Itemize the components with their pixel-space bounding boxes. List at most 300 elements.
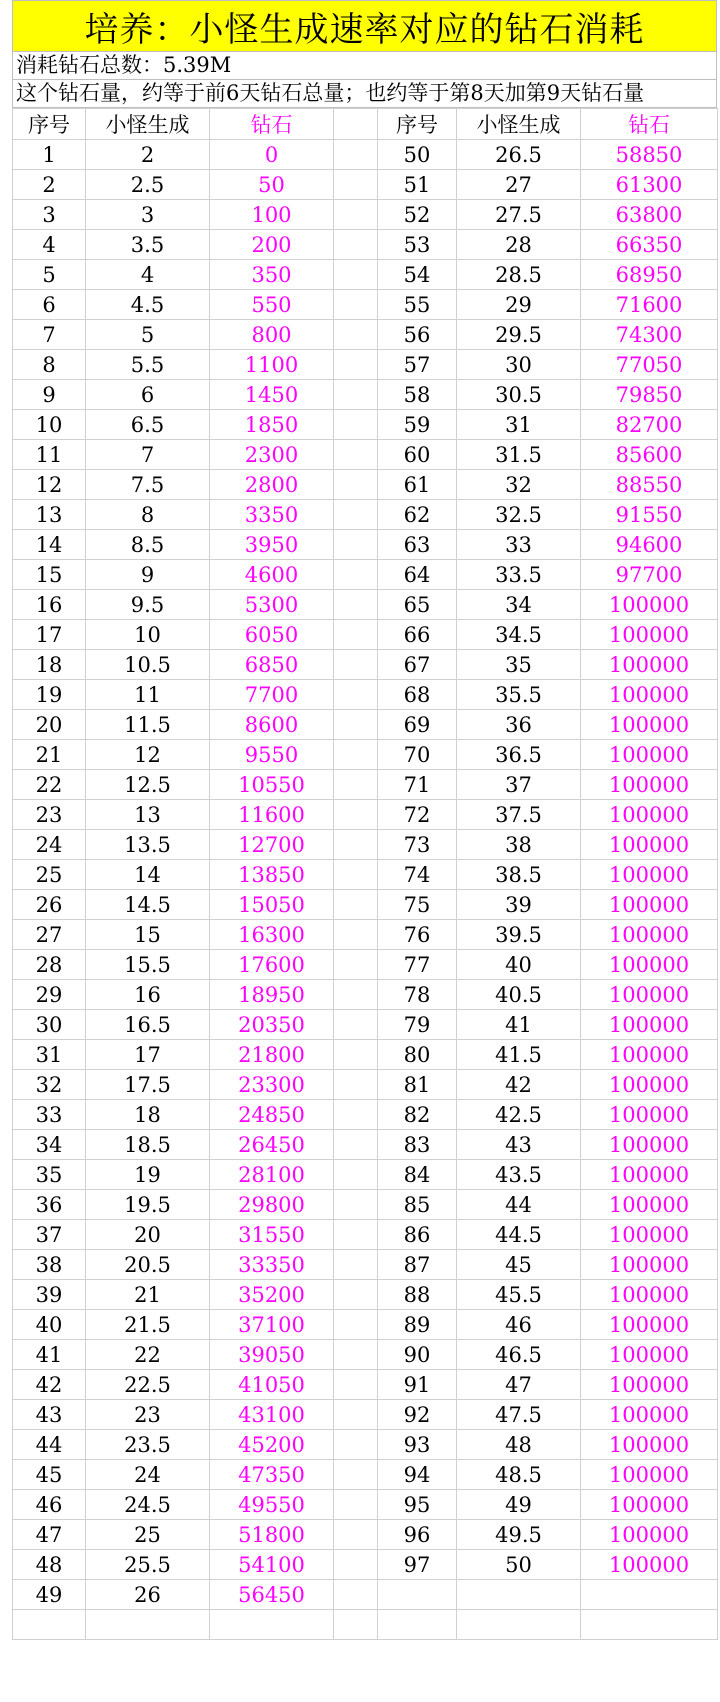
spawn-rate-cell[interactable]: 46 — [457, 1310, 581, 1340]
diamond-cell[interactable]: 100000 — [581, 710, 718, 740]
spawn-rate-cell[interactable]: 23 — [86, 1400, 210, 1430]
spawn-rate-cell[interactable]: 11.5 — [86, 710, 210, 740]
diamond-cell[interactable]: 550 — [210, 290, 334, 320]
index-cell[interactable]: 92 — [378, 1400, 457, 1430]
spawn-rate-cell[interactable]: 29.5 — [457, 320, 581, 350]
index-cell[interactable]: 33 — [13, 1100, 86, 1130]
spacer-cell[interactable] — [334, 1250, 378, 1280]
diamond-cell[interactable]: 39050 — [210, 1340, 334, 1370]
spawn-rate-cell[interactable]: 36 — [457, 710, 581, 740]
diamond-cell[interactable]: 85600 — [581, 440, 718, 470]
diamond-cell[interactable]: 1850 — [210, 410, 334, 440]
diamond-cell[interactable]: 100000 — [581, 770, 718, 800]
diamond-cell[interactable]: 7700 — [210, 680, 334, 710]
index-cell[interactable]: 8 — [13, 350, 86, 380]
diamond-cell[interactable]: 3950 — [210, 530, 334, 560]
spacer-cell[interactable] — [334, 1370, 378, 1400]
spawn-rate-cell[interactable]: 38.5 — [457, 860, 581, 890]
spawn-rate-cell[interactable]: 8 — [86, 500, 210, 530]
index-cell[interactable]: 10 — [13, 410, 86, 440]
index-cell[interactable]: 34 — [13, 1130, 86, 1160]
index-cell[interactable]: 57 — [378, 350, 457, 380]
spawn-rate-cell[interactable]: 18.5 — [86, 1130, 210, 1160]
diamond-cell[interactable]: 29800 — [210, 1190, 334, 1220]
spawn-rate-cell[interactable]: 32.5 — [457, 500, 581, 530]
spawn-rate-cell[interactable]: 41 — [457, 1010, 581, 1040]
spacer-cell[interactable] — [334, 470, 378, 500]
index-cell[interactable]: 17 — [13, 620, 86, 650]
spacer-cell[interactable] — [334, 1130, 378, 1160]
spacer-cell[interactable] — [334, 1040, 378, 1070]
index-cell[interactable]: 88 — [378, 1280, 457, 1310]
spawn-rate-cell[interactable]: 47 — [457, 1370, 581, 1400]
index-cell[interactable]: 97 — [378, 1550, 457, 1580]
spawn-rate-cell[interactable]: 33 — [457, 530, 581, 560]
header-spawn-right[interactable]: 小怪生成 — [457, 109, 581, 140]
diamond-cell[interactable]: 58850 — [581, 140, 718, 170]
diamond-cell[interactable]: 9550 — [210, 740, 334, 770]
index-cell[interactable]: 31 — [13, 1040, 86, 1070]
diamond-cell[interactable]: 350 — [210, 260, 334, 290]
index-cell[interactable]: 91 — [378, 1370, 457, 1400]
index-cell[interactable]: 78 — [378, 980, 457, 1010]
diamond-cell[interactable]: 47350 — [210, 1460, 334, 1490]
spawn-rate-cell[interactable]: 35.5 — [457, 680, 581, 710]
diamond-cell[interactable]: 97700 — [581, 560, 718, 590]
spacer-cell[interactable] — [334, 620, 378, 650]
index-cell[interactable]: 12 — [13, 470, 86, 500]
index-cell[interactable]: 86 — [378, 1220, 457, 1250]
spacer-cell[interactable] — [334, 1550, 378, 1580]
diamond-cell[interactable]: 100000 — [581, 620, 718, 650]
spawn-rate-cell[interactable]: 36.5 — [457, 740, 581, 770]
spacer-cell[interactable] — [334, 140, 378, 170]
diamond-cell[interactable]: 100000 — [581, 1220, 718, 1250]
index-cell[interactable]: 52 — [378, 200, 457, 230]
diamond-cell[interactable]: 16300 — [210, 920, 334, 950]
diamond-cell[interactable] — [581, 1610, 718, 1640]
index-cell[interactable]: 81 — [378, 1070, 457, 1100]
diamond-cell[interactable]: 82700 — [581, 410, 718, 440]
index-cell[interactable]: 96 — [378, 1520, 457, 1550]
index-cell[interactable]: 29 — [13, 980, 86, 1010]
spacer-cell[interactable] — [334, 1430, 378, 1460]
index-cell[interactable] — [13, 1610, 86, 1640]
spawn-rate-cell[interactable]: 34 — [457, 590, 581, 620]
index-cell[interactable]: 22 — [13, 770, 86, 800]
spacer-cell[interactable] — [334, 770, 378, 800]
diamond-cell[interactable]: 3350 — [210, 500, 334, 530]
diamond-cell[interactable]: 1450 — [210, 380, 334, 410]
spacer-cell[interactable] — [334, 980, 378, 1010]
index-cell[interactable]: 3 — [13, 200, 86, 230]
spawn-rate-cell[interactable]: 23.5 — [86, 1430, 210, 1460]
index-cell[interactable]: 23 — [13, 800, 86, 830]
spawn-rate-cell[interactable]: 45 — [457, 1250, 581, 1280]
diamond-cell[interactable]: 100000 — [581, 650, 718, 680]
index-cell[interactable] — [378, 1580, 457, 1610]
diamond-cell[interactable]: 800 — [210, 320, 334, 350]
diamond-cell[interactable]: 17600 — [210, 950, 334, 980]
index-cell[interactable]: 89 — [378, 1310, 457, 1340]
spacer-cell[interactable] — [334, 260, 378, 290]
diamond-cell[interactable]: 63800 — [581, 200, 718, 230]
diamond-cell[interactable]: 100000 — [581, 1010, 718, 1040]
spawn-rate-cell[interactable]: 12.5 — [86, 770, 210, 800]
spawn-rate-cell[interactable]: 18 — [86, 1100, 210, 1130]
index-cell[interactable]: 36 — [13, 1190, 86, 1220]
spawn-rate-cell[interactable]: 37.5 — [457, 800, 581, 830]
spawn-rate-cell[interactable]: 20 — [86, 1220, 210, 1250]
index-cell[interactable]: 13 — [13, 500, 86, 530]
spacer-cell[interactable] — [334, 950, 378, 980]
diamond-cell[interactable]: 18950 — [210, 980, 334, 1010]
spawn-rate-cell[interactable]: 28.5 — [457, 260, 581, 290]
spawn-rate-cell[interactable]: 9.5 — [86, 590, 210, 620]
index-cell[interactable]: 75 — [378, 890, 457, 920]
diamond-cell[interactable]: 56450 — [210, 1580, 334, 1610]
spawn-rate-cell[interactable]: 14.5 — [86, 890, 210, 920]
diamond-cell[interactable]: 74300 — [581, 320, 718, 350]
spawn-rate-cell[interactable]: 3 — [86, 200, 210, 230]
diamond-cell[interactable]: 100000 — [581, 980, 718, 1010]
spacer-cell[interactable] — [334, 440, 378, 470]
spacer-cell[interactable] — [334, 320, 378, 350]
spawn-rate-cell[interactable]: 9 — [86, 560, 210, 590]
spacer-cell[interactable] — [334, 890, 378, 920]
spawn-rate-cell[interactable]: 24.5 — [86, 1490, 210, 1520]
diamond-cell[interactable]: 51800 — [210, 1520, 334, 1550]
spawn-rate-cell[interactable]: 19 — [86, 1160, 210, 1190]
index-cell[interactable]: 69 — [378, 710, 457, 740]
spawn-rate-cell[interactable]: 35 — [457, 650, 581, 680]
index-cell[interactable]: 63 — [378, 530, 457, 560]
index-cell[interactable]: 66 — [378, 620, 457, 650]
spawn-rate-cell[interactable] — [457, 1580, 581, 1610]
index-cell[interactable]: 60 — [378, 440, 457, 470]
diamond-cell[interactable]: 4600 — [210, 560, 334, 590]
index-cell[interactable]: 49 — [13, 1580, 86, 1610]
spawn-rate-cell[interactable]: 31 — [457, 410, 581, 440]
spawn-rate-cell[interactable]: 37 — [457, 770, 581, 800]
spacer-cell[interactable] — [334, 1580, 378, 1610]
spacer-cell[interactable] — [334, 1520, 378, 1550]
index-cell[interactable]: 70 — [378, 740, 457, 770]
diamond-cell[interactable]: 88550 — [581, 470, 718, 500]
diamond-cell[interactable]: 100000 — [581, 1550, 718, 1580]
spawn-rate-cell[interactable]: 17.5 — [86, 1070, 210, 1100]
spacer-cell[interactable] — [334, 1400, 378, 1430]
diamond-cell[interactable]: 200 — [210, 230, 334, 260]
index-cell[interactable]: 77 — [378, 950, 457, 980]
diamond-cell[interactable]: 100000 — [581, 1430, 718, 1460]
index-cell[interactable]: 11 — [13, 440, 86, 470]
spacer-cell[interactable] — [334, 380, 378, 410]
spacer-cell[interactable] — [334, 1190, 378, 1220]
spawn-rate-cell[interactable]: 26.5 — [457, 140, 581, 170]
diamond-cell[interactable]: 100000 — [581, 1310, 718, 1340]
index-cell[interactable]: 65 — [378, 590, 457, 620]
spawn-rate-cell[interactable]: 44.5 — [457, 1220, 581, 1250]
diamond-cell[interactable]: 2300 — [210, 440, 334, 470]
index-cell[interactable]: 41 — [13, 1340, 86, 1370]
spacer-cell[interactable] — [334, 590, 378, 620]
diamond-cell[interactable]: 100000 — [581, 1340, 718, 1370]
diamond-cell[interactable]: 100000 — [581, 1280, 718, 1310]
diamond-cell[interactable]: 2800 — [210, 470, 334, 500]
spacer-cell[interactable] — [334, 860, 378, 890]
spacer-cell[interactable] — [334, 740, 378, 770]
total-diamond-line[interactable]: 消耗钻石总数：5.39M — [12, 52, 717, 80]
diamond-cell[interactable]: 100000 — [581, 860, 718, 890]
diamond-cell[interactable]: 45200 — [210, 1430, 334, 1460]
spawn-rate-cell[interactable]: 49 — [457, 1490, 581, 1520]
diamond-cell[interactable]: 13850 — [210, 860, 334, 890]
index-cell[interactable]: 32 — [13, 1070, 86, 1100]
spawn-rate-cell[interactable]: 13 — [86, 800, 210, 830]
index-cell[interactable]: 94 — [378, 1460, 457, 1490]
spawn-rate-cell[interactable]: 25 — [86, 1520, 210, 1550]
index-cell[interactable]: 30 — [13, 1010, 86, 1040]
spawn-rate-cell[interactable]: 50 — [457, 1550, 581, 1580]
spawn-rate-cell[interactable]: 40 — [457, 950, 581, 980]
spacer-cell[interactable] — [334, 1460, 378, 1490]
spawn-rate-cell[interactable]: 19.5 — [86, 1190, 210, 1220]
index-cell[interactable]: 79 — [378, 1010, 457, 1040]
diamond-cell[interactable] — [210, 1610, 334, 1640]
diamond-cell[interactable]: 26450 — [210, 1130, 334, 1160]
spawn-rate-cell[interactable]: 6.5 — [86, 410, 210, 440]
spacer-cell[interactable] — [334, 920, 378, 950]
diamond-cell[interactable]: 100000 — [581, 800, 718, 830]
index-cell[interactable]: 45 — [13, 1460, 86, 1490]
index-cell[interactable] — [378, 1610, 457, 1640]
index-cell[interactable]: 72 — [378, 800, 457, 830]
diamond-cell[interactable]: 100000 — [581, 680, 718, 710]
header-index-right[interactable]: 序号 — [378, 109, 457, 140]
diamond-cell[interactable]: 100000 — [581, 1520, 718, 1550]
spawn-rate-cell[interactable]: 22.5 — [86, 1370, 210, 1400]
spawn-rate-cell[interactable]: 30.5 — [457, 380, 581, 410]
index-cell[interactable]: 19 — [13, 680, 86, 710]
diamond-cell[interactable]: 77050 — [581, 350, 718, 380]
spawn-rate-cell[interactable]: 17 — [86, 1040, 210, 1070]
spawn-rate-cell[interactable]: 30 — [457, 350, 581, 380]
spacer-cell[interactable] — [334, 230, 378, 260]
index-cell[interactable]: 47 — [13, 1520, 86, 1550]
index-cell[interactable]: 43 — [13, 1400, 86, 1430]
index-cell[interactable]: 1 — [13, 140, 86, 170]
spacer-cell[interactable] — [334, 410, 378, 440]
spawn-rate-cell[interactable]: 15 — [86, 920, 210, 950]
spacer-cell[interactable] — [334, 800, 378, 830]
spacer-cell[interactable] — [334, 1340, 378, 1370]
index-cell[interactable]: 62 — [378, 500, 457, 530]
index-cell[interactable]: 56 — [378, 320, 457, 350]
diamond-cell[interactable]: 100000 — [581, 1040, 718, 1070]
spawn-rate-cell[interactable]: 27.5 — [457, 200, 581, 230]
spawn-rate-cell[interactable]: 5 — [86, 320, 210, 350]
diamond-cell[interactable]: 23300 — [210, 1070, 334, 1100]
spawn-rate-cell[interactable]: 25.5 — [86, 1550, 210, 1580]
spawn-rate-cell[interactable]: 42 — [457, 1070, 581, 1100]
diamond-cell[interactable]: 61300 — [581, 170, 718, 200]
spacer-cell[interactable] — [334, 350, 378, 380]
header-index-left[interactable]: 序号 — [13, 109, 86, 140]
diamond-cell[interactable]: 100000 — [581, 920, 718, 950]
spacer-cell[interactable] — [334, 500, 378, 530]
diamond-cell[interactable]: 41050 — [210, 1370, 334, 1400]
diamond-cell[interactable]: 71600 — [581, 290, 718, 320]
spacer-cell[interactable] — [334, 1220, 378, 1250]
diamond-cell[interactable]: 79850 — [581, 380, 718, 410]
index-cell[interactable]: 2 — [13, 170, 86, 200]
diamond-cell[interactable]: 21800 — [210, 1040, 334, 1070]
spawn-rate-cell[interactable]: 45.5 — [457, 1280, 581, 1310]
index-cell[interactable]: 93 — [378, 1430, 457, 1460]
page-title[interactable]: 培养：小怪生成速率对应的钻石消耗 — [12, 0, 717, 52]
spawn-rate-cell[interactable]: 48.5 — [457, 1460, 581, 1490]
diamond-cell[interactable]: 100000 — [581, 890, 718, 920]
spacer-cell[interactable] — [334, 170, 378, 200]
spacer-cell[interactable] — [334, 1160, 378, 1190]
index-cell[interactable]: 71 — [378, 770, 457, 800]
diamond-cell[interactable]: 50 — [210, 170, 334, 200]
index-cell[interactable]: 4 — [13, 230, 86, 260]
diamond-cell[interactable]: 100 — [210, 200, 334, 230]
spawn-rate-cell[interactable]: 32 — [457, 470, 581, 500]
spawn-rate-cell[interactable]: 7.5 — [86, 470, 210, 500]
diamond-cell[interactable]: 10550 — [210, 770, 334, 800]
spawn-rate-cell[interactable]: 48 — [457, 1430, 581, 1460]
spawn-rate-cell[interactable]: 46.5 — [457, 1340, 581, 1370]
spawn-rate-cell[interactable]: 14 — [86, 860, 210, 890]
spawn-rate-cell[interactable]: 16.5 — [86, 1010, 210, 1040]
spawn-rate-cell[interactable]: 10.5 — [86, 650, 210, 680]
spacer-cell[interactable] — [334, 530, 378, 560]
diamond-cell[interactable]: 100000 — [581, 1100, 718, 1130]
spawn-rate-cell[interactable]: 44 — [457, 1190, 581, 1220]
spawn-rate-cell[interactable]: 41.5 — [457, 1040, 581, 1070]
index-cell[interactable]: 25 — [13, 860, 86, 890]
diamond-cell[interactable]: 91550 — [581, 500, 718, 530]
diamond-cell[interactable]: 33350 — [210, 1250, 334, 1280]
index-cell[interactable]: 28 — [13, 950, 86, 980]
header-spawn-left[interactable]: 小怪生成 — [86, 109, 210, 140]
index-cell[interactable]: 87 — [378, 1250, 457, 1280]
index-cell[interactable]: 76 — [378, 920, 457, 950]
spawn-rate-cell[interactable]: 28 — [457, 230, 581, 260]
spawn-rate-cell[interactable]: 31.5 — [457, 440, 581, 470]
spacer-cell[interactable] — [334, 680, 378, 710]
index-cell[interactable]: 26 — [13, 890, 86, 920]
spawn-rate-cell[interactable]: 7 — [86, 440, 210, 470]
index-cell[interactable]: 46 — [13, 1490, 86, 1520]
diamond-cell[interactable]: 100000 — [581, 950, 718, 980]
spacer-cell[interactable] — [334, 560, 378, 590]
spawn-rate-cell[interactable]: 15.5 — [86, 950, 210, 980]
index-cell[interactable]: 38 — [13, 1250, 86, 1280]
index-cell[interactable]: 85 — [378, 1190, 457, 1220]
index-cell[interactable]: 37 — [13, 1220, 86, 1250]
spacer-cell[interactable] — [334, 1310, 378, 1340]
index-cell[interactable]: 51 — [378, 170, 457, 200]
index-cell[interactable]: 73 — [378, 830, 457, 860]
diamond-cell[interactable]: 31550 — [210, 1220, 334, 1250]
spawn-rate-cell[interactable]: 21 — [86, 1280, 210, 1310]
spacer-cell[interactable] — [334, 1280, 378, 1310]
spawn-rate-cell[interactable]: 5.5 — [86, 350, 210, 380]
diamond-cell[interactable]: 8600 — [210, 710, 334, 740]
index-cell[interactable]: 90 — [378, 1340, 457, 1370]
diamond-cell[interactable]: 100000 — [581, 740, 718, 770]
spawn-rate-cell[interactable]: 43 — [457, 1130, 581, 1160]
spacer-cell[interactable] — [334, 290, 378, 320]
index-cell[interactable]: 59 — [378, 410, 457, 440]
diamond-cell[interactable]: 100000 — [581, 1400, 718, 1430]
index-cell[interactable]: 58 — [378, 380, 457, 410]
index-cell[interactable]: 42 — [13, 1370, 86, 1400]
index-cell[interactable]: 5 — [13, 260, 86, 290]
diamond-cell[interactable]: 100000 — [581, 1370, 718, 1400]
diamond-cell[interactable]: 100000 — [581, 1490, 718, 1520]
spawn-rate-cell[interactable]: 47.5 — [457, 1400, 581, 1430]
spacer-cell[interactable] — [334, 1100, 378, 1130]
diamond-cell[interactable]: 94600 — [581, 530, 718, 560]
diamond-cell[interactable]: 100000 — [581, 1130, 718, 1160]
spawn-rate-cell[interactable] — [86, 1610, 210, 1640]
index-cell[interactable]: 35 — [13, 1160, 86, 1190]
index-cell[interactable]: 7 — [13, 320, 86, 350]
spawn-rate-cell[interactable]: 26 — [86, 1580, 210, 1610]
spawn-rate-cell[interactable]: 42.5 — [457, 1100, 581, 1130]
diamond-cell[interactable]: 49550 — [210, 1490, 334, 1520]
spawn-rate-cell[interactable]: 8.5 — [86, 530, 210, 560]
spawn-rate-cell[interactable]: 39 — [457, 890, 581, 920]
index-cell[interactable]: 48 — [13, 1550, 86, 1580]
index-cell[interactable]: 27 — [13, 920, 86, 950]
diamond-cell[interactable]: 24850 — [210, 1100, 334, 1130]
index-cell[interactable]: 61 — [378, 470, 457, 500]
spacer-cell[interactable] — [334, 1070, 378, 1100]
spawn-rate-cell[interactable]: 13.5 — [86, 830, 210, 860]
index-cell[interactable]: 16 — [13, 590, 86, 620]
index-cell[interactable]: 24 — [13, 830, 86, 860]
diamond-cell[interactable]: 100000 — [581, 590, 718, 620]
spawn-rate-cell[interactable]: 12 — [86, 740, 210, 770]
diamond-cell[interactable]: 100000 — [581, 1190, 718, 1220]
index-cell[interactable]: 55 — [378, 290, 457, 320]
spawn-rate-cell[interactable]: 3.5 — [86, 230, 210, 260]
index-cell[interactable]: 84 — [378, 1160, 457, 1190]
note-line[interactable]: 这个钻石量，约等于前6天钻石总量；也约等于第8天加第9天钻石量 — [12, 80, 717, 108]
diamond-cell[interactable]: 100000 — [581, 1250, 718, 1280]
spawn-rate-cell[interactable]: 2.5 — [86, 170, 210, 200]
spacer-cell[interactable] — [334, 710, 378, 740]
diamond-cell[interactable]: 1100 — [210, 350, 334, 380]
diamond-cell[interactable]: 15050 — [210, 890, 334, 920]
spawn-rate-cell[interactable]: 49.5 — [457, 1520, 581, 1550]
spawn-rate-cell[interactable]: 38 — [457, 830, 581, 860]
spawn-rate-cell[interactable]: 40.5 — [457, 980, 581, 1010]
diamond-cell[interactable]: 54100 — [210, 1550, 334, 1580]
index-cell[interactable]: 44 — [13, 1430, 86, 1460]
diamond-cell[interactable]: 0 — [210, 140, 334, 170]
spawn-rate-cell[interactable]: 27 — [457, 170, 581, 200]
spawn-rate-cell[interactable]: 24 — [86, 1460, 210, 1490]
index-cell[interactable]: 14 — [13, 530, 86, 560]
spacer-cell[interactable] — [334, 830, 378, 860]
